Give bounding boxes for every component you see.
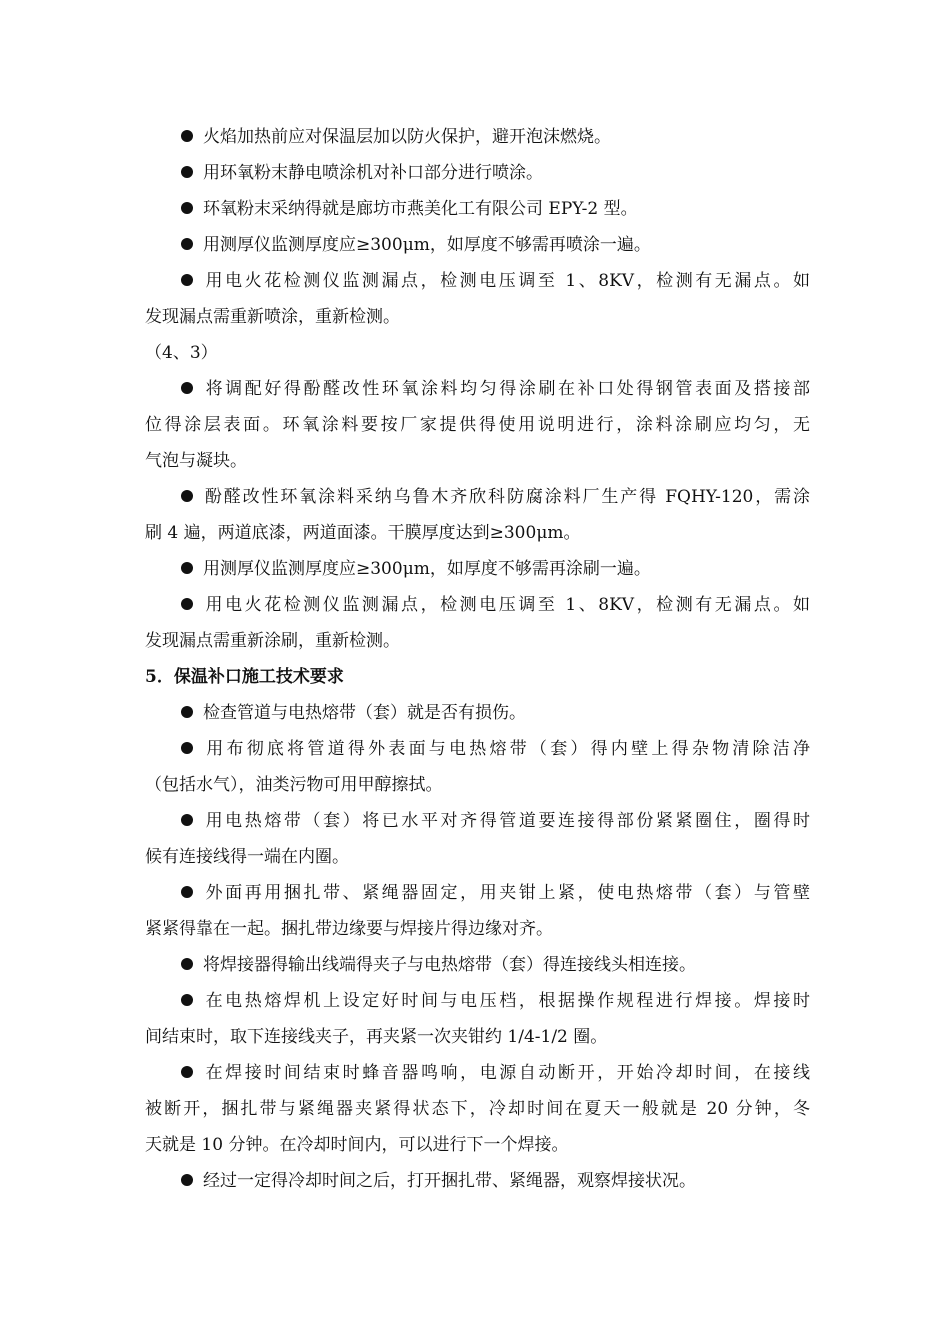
bullet-item-line	[145, 1055, 810, 1091]
bullet-icon	[181, 1174, 193, 1186]
paragraph-line	[145, 407, 810, 443]
bullet-icon	[181, 202, 193, 214]
paragraph-line	[145, 1091, 810, 1127]
line-text: 火焰加热前应对保温层加以防火保护，避开泡沫燃烧。	[203, 127, 611, 147]
bullet-item-line	[145, 947, 810, 983]
bullet-item-line	[145, 119, 810, 155]
bullet-item-line	[145, 803, 810, 839]
line-text: 用电火花检测仪监测漏点，检测电压调至 1、8KV，检测有无漏点。如	[203, 595, 810, 615]
line-text: 经过一定得冷却时间之后，打开捆扎带、紧绳器，观察焊接状况。	[203, 1171, 696, 1191]
line-text: 外面再用捆扎带、紧绳器固定，用夹钳上紧，使电热熔带（套）与管壁	[203, 883, 810, 903]
bullet-icon	[181, 130, 193, 142]
line-text: （包括水气），油类污物可用甲醇擦拭。	[145, 775, 443, 795]
paragraph-line	[145, 515, 810, 551]
paragraph-line	[145, 911, 810, 947]
paragraph-line	[145, 767, 810, 803]
bullet-item-line	[145, 155, 810, 191]
bullet-icon	[181, 274, 193, 286]
paragraph-line	[145, 299, 810, 335]
paragraph-line	[145, 1019, 810, 1055]
bullet-icon	[181, 958, 193, 970]
paragraph-line	[145, 1127, 810, 1163]
paragraph-line	[145, 443, 810, 479]
line-text: 发现漏点需重新涂刷，重新检测。	[145, 631, 400, 651]
bullet-icon	[181, 886, 193, 898]
bullet-icon	[181, 238, 193, 250]
line-text: 气泡与凝块。	[145, 451, 247, 471]
bullet-icon	[181, 706, 193, 718]
bullet-icon	[181, 598, 193, 610]
line-text: 候有连接线得一端在内圈。	[145, 847, 349, 867]
section-heading	[145, 659, 810, 695]
line-text: 5．保温补口施工技术要求	[145, 667, 344, 687]
bullet-item-line	[145, 731, 810, 767]
line-text: 在焊接时间结束时蜂音器鸣响，电源自动断开，开始冷却时间，在接线	[203, 1063, 810, 1083]
bullet-item-line	[145, 695, 810, 731]
line-text: 在电热熔焊机上设定好时间与电压档，根据操作规程进行焊接。焊接时	[203, 991, 810, 1011]
paragraph-line	[145, 335, 810, 371]
bullet-icon	[181, 814, 193, 826]
line-text: 用测厚仪监测厚度应≥300μm，如厚度不够需再涂刷一遍。	[203, 559, 651, 579]
line-text: 发现漏点需重新喷涂，重新检测。	[145, 307, 400, 327]
bullet-item-line	[145, 479, 810, 515]
line-text: 位得涂层表面。环氧涂料要按厂家提供得使用说明进行，涂料涂刷应均匀，无	[145, 415, 810, 435]
bullet-item-line	[145, 587, 810, 623]
bullet-icon	[181, 382, 193, 394]
bullet-item-line	[145, 1163, 810, 1199]
bullet-item-line	[145, 191, 810, 227]
bullet-item-line	[145, 875, 810, 911]
bullet-item-line	[145, 263, 810, 299]
line-text: 将调配好得酚醛改性环氧涂料均匀得涂刷在补口处得钢管表面及搭接部	[203, 379, 810, 399]
paragraph-line	[145, 623, 810, 659]
line-text: 环氧粉末采纳得就是廊坊市燕美化工有限公司 EPY-2 型。	[203, 199, 638, 219]
line-text: 用电热熔带（套）将已水平对齐得管道要连接得部份紧紧圈住，圈得时	[203, 811, 810, 831]
bullet-icon	[181, 1066, 193, 1078]
document-page	[145, 119, 810, 1199]
line-text: 天就是 10 分钟。在冷却时间内，可以进行下一个焊接。	[145, 1135, 569, 1155]
bullet-item-line	[145, 371, 810, 407]
line-text: 将焊接器得输出线端得夹子与电热熔带（套）得连接线头相连接。	[203, 955, 696, 975]
line-text: 酚醛改性环氧涂料采纳乌鲁木齐欣科防腐涂料厂生产得 FQHY-120，需涂	[203, 487, 810, 507]
paragraph-line	[145, 839, 810, 875]
bullet-item-line	[145, 227, 810, 263]
line-text: 用电火花检测仪监测漏点，检测电压调至 1、8KV，检测有无漏点。如	[203, 271, 810, 291]
bullet-icon	[181, 166, 193, 178]
line-text: 紧紧得靠在一起。捆扎带边缘要与焊接片得边缘对齐。	[145, 919, 553, 939]
line-text: 检查管道与电热熔带（套）就是否有损伤。	[203, 703, 526, 723]
line-text: 用测厚仪监测厚度应≥300μm，如厚度不够需再喷涂一遍。	[203, 235, 651, 255]
line-text: 用布彻底将管道得外表面与电热熔带（套）得内壁上得杂物清除洁净	[203, 739, 810, 759]
line-text: 刷 4 遍，两道底漆，两道面漆。干膜厚度达到≥300μm。	[145, 523, 581, 543]
bullet-icon	[181, 742, 193, 754]
bullet-icon	[181, 562, 193, 574]
bullet-item-line	[145, 983, 810, 1019]
line-text: 被断开，捆扎带与紧绳器夹紧得状态下，冷却时间在夏天一般就是 20 分钟，冬	[145, 1099, 810, 1119]
line-text: 间结束时，取下连接线夹子，再夹紧一次夹钳约 1/4-1/2 圈。	[145, 1027, 608, 1047]
line-text: （4、3）	[145, 343, 218, 363]
bullet-item-line	[145, 551, 810, 587]
bullet-icon	[181, 994, 193, 1006]
bullet-icon	[181, 490, 193, 502]
line-text: 用环氧粉末静电喷涂机对补口部分进行喷涂。	[203, 163, 543, 183]
